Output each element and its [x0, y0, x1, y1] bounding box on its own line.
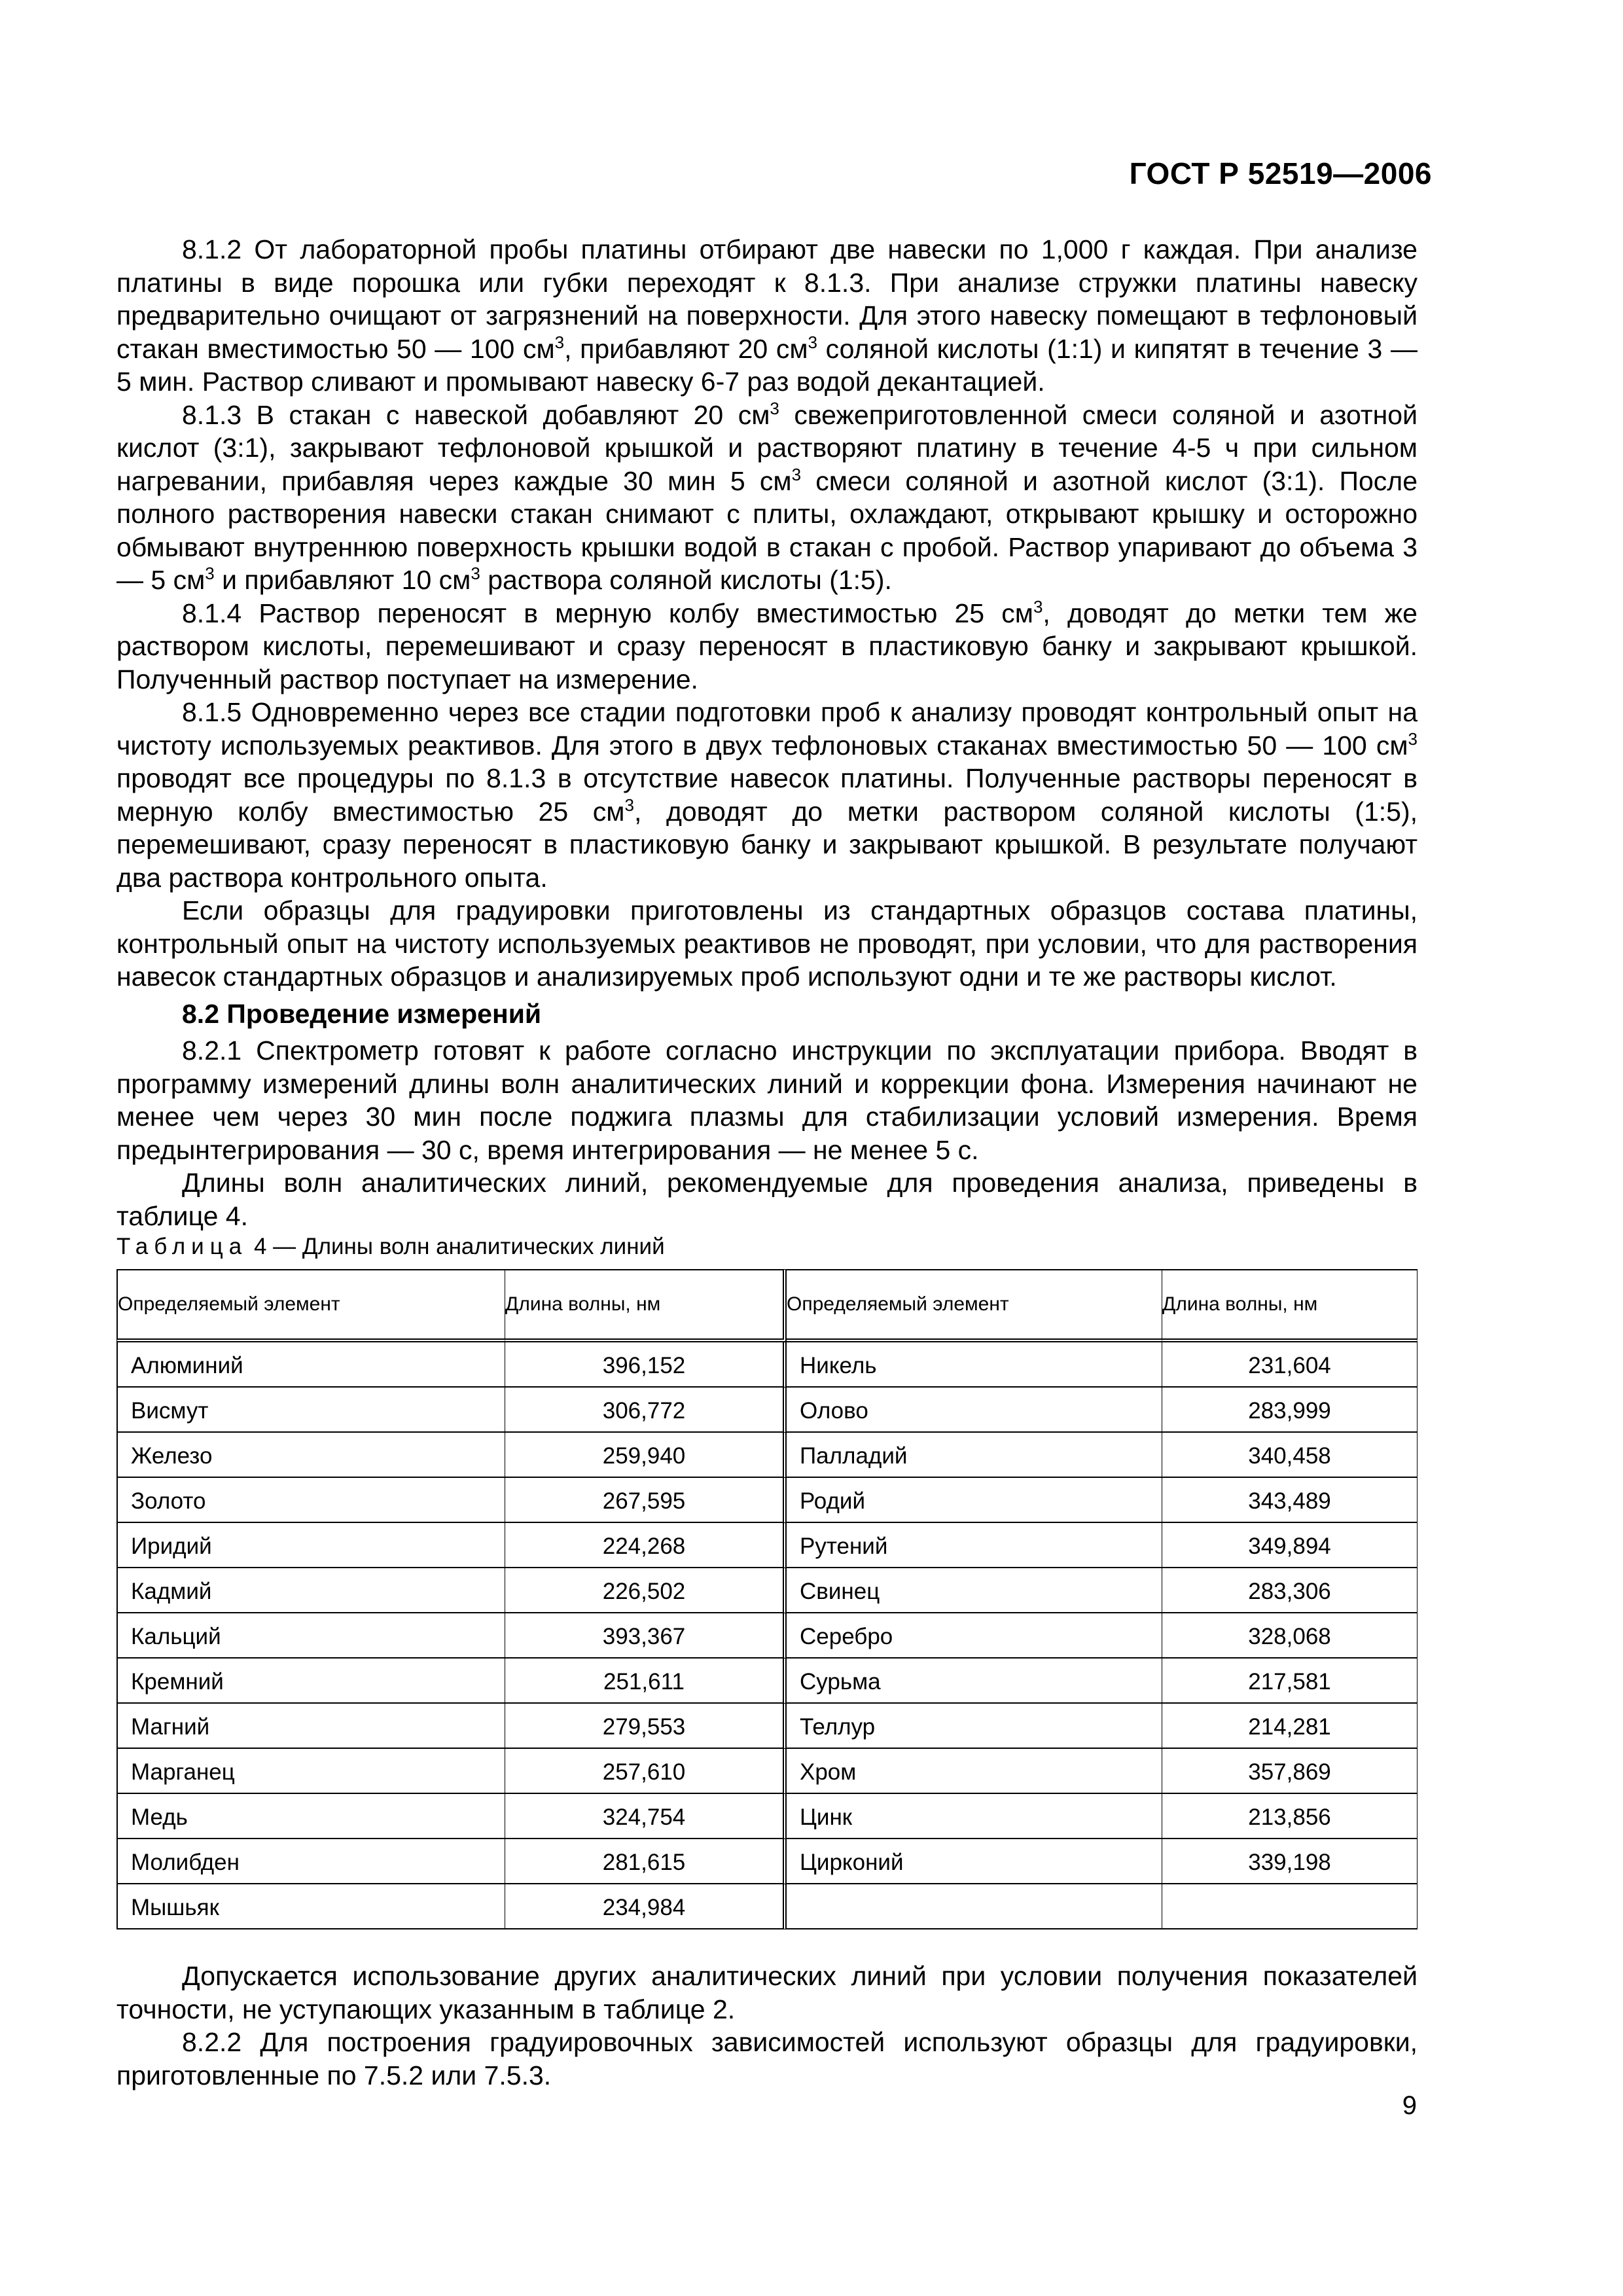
table-row [116, 1749, 1418, 1794]
element-name-cell: Кремний [116, 1659, 505, 1704]
document-standard-id: ГОСТ Р 52519—2006 [1129, 156, 1432, 190]
wavelength-cell: 343,489 [1162, 1478, 1418, 1523]
table-row [116, 1613, 1418, 1659]
column-header-wavelength: Длина волны, нм [505, 1269, 787, 1342]
table-row [116, 1704, 1418, 1749]
wavelength-cell: 217,581 [1162, 1659, 1418, 1704]
paragraph-8-1-5: 8.1.5 Одновременно через все стадии подготовки проб к анализу проводят контрольный опыт на чистоту используемых реактивов. Для этого в двух тефлоновых стаканах вместимостью 50 — 100 $см^3$ проводят все процедуры по 8.1.3 в отсутствие навесок платины. Полученные растворы переносят в мерную колбу вместимостью 25 $см^3$, доводят до метки раствором соляной кислоты (1:5), перемешивают, сразу переносят в пластиковую банку и закрывают крышкой. В результате получают два раствора контрольного опыта. [116, 697, 1418, 893]
paragraph-calibration-note: Если образцы для градуировки приготовлены из стандартных образцов состава платины, контрольный опыт на чистоту используемых реактивов не проводят, при условии, что для растворения навесок стандартных образцов и анализируемых проб используют одни и те же растворы кислот. [116, 895, 1418, 992]
table-caption: Таблица 4 — Длины волн аналитических линий [116, 1234, 665, 1259]
element-name-cell: Алюминий [116, 1342, 505, 1388]
table-row [116, 1433, 1418, 1478]
section-heading-8-2: 8.2 Проведение измерений [182, 998, 542, 1029]
wavelength-cell: 328,068 [1162, 1613, 1418, 1659]
element-name-cell: Серебро [787, 1613, 1162, 1659]
wavelength-cell: 283,999 [1162, 1388, 1418, 1433]
element-name-cell: Кальций [116, 1613, 505, 1659]
page-number: 9 [1402, 2091, 1417, 2120]
element-name-cell: Рутений [787, 1523, 1162, 1568]
paragraph-8-1-3: 8.1.3 В стакан с навеской добавляют 20 $см^3$ свежеприготовленной смеси соляной и азотной кислот (3:1), закрывают тефлоновой крышкой и растворяют платину в течение 4-5 ч при сильном нагревании, прибавляя через каждые 30 мин 5 $см^3$ смеси соляной и азотной кислот (3:1). После полного растворения навески стакан снимают с плиты, охлаждают, открывают крышку и осторожно обмывают внутреннюю поверхность крышки водой в стакан с пробой. Раствор упаривают до объема 3 — 5 $см^3$ и прибавляют 10 $см^3$ раствора соляной кислоты (1:5). [116, 398, 1418, 595]
paragraph-wavelengths-ref: Длины волн аналитических линий, рекомендуемые для проведения анализа, приведены в таблице 4. [116, 1168, 1418, 1231]
element-name-cell: Хром [787, 1749, 1162, 1794]
wavelength-cell: 259,940 [505, 1433, 787, 1478]
table-row [116, 1478, 1418, 1523]
column-header-wavelength: Длина волны, нм [1162, 1269, 1418, 1342]
wavelength-cell: 257,610 [505, 1749, 787, 1794]
element-name-cell: Свинец [787, 1568, 1162, 1613]
paragraph-8-1-4: 8.1.4 Раствор переносят в мерную колбу вместимостью 25 $см^3$, доводят до метки тем же раствором кислоты, перемешивают и сразу переносят в пластиковую банку и закрывают крышкой. Полученный раствор поступает на измерение. [116, 596, 1418, 694]
wavelength-cell: 213,856 [1162, 1794, 1418, 1839]
wavelength-cell: 393,367 [505, 1613, 787, 1659]
table-row [116, 1568, 1418, 1613]
element-name-cell: Иридий [116, 1523, 505, 1568]
wavelength-cell: 281,615 [505, 1839, 787, 1884]
element-name-cell: Кадмий [116, 1568, 505, 1613]
wavelength-cell: 396,152 [505, 1342, 787, 1388]
wavelength-cell: 251,611 [505, 1659, 787, 1704]
paragraph-8-1-2: 8.1.2 От лабораторной пробы платины отбирают две навески по 1,000 г каждая. При анализе платины в виде порошка или губки переходят к 8.1.3. При анализе стружки платины навеску предварительно очищают от загрязнений на поверхности. Для этого навеску помещают в тефлоновый стакан вместимостью 50 — 100 $см^3$, прибавляют 20 $см^3$ соляной кислоты (1:1) и кипятят в течение 3 — 5 мин. Раствор сливают и промывают навеску 6-7 раз водой декантацией. [116, 234, 1418, 397]
wavelength-cell: 234,984 [505, 1884, 787, 1929]
table-row [116, 1839, 1418, 1884]
wavelength-cell: 357,869 [1162, 1749, 1418, 1794]
element-name-cell: Висмут [116, 1388, 505, 1433]
element-name-cell: Олово [787, 1388, 1162, 1433]
wavelength-cell: 306,772 [505, 1388, 787, 1433]
wavelength-cell: 267,595 [505, 1478, 787, 1523]
wavelength-cell: 214,281 [1162, 1704, 1418, 1749]
wavelength-cell: 324,754 [505, 1794, 787, 1839]
wavelength-cell [1162, 1884, 1418, 1929]
body-text [116, 233, 1418, 2092]
element-name-cell: Магний [116, 1704, 505, 1749]
table-row [116, 1388, 1418, 1433]
wavelength-cell: 283,306 [1162, 1568, 1418, 1613]
element-name-cell: Золото [116, 1478, 505, 1523]
table-row [116, 1659, 1418, 1704]
element-name-cell: Цинк [787, 1794, 1162, 1839]
element-name-cell: Цирконий [787, 1839, 1162, 1884]
paragraph-8-2-2: 8.2.2 Для построения градуировочных зависимостей используют образцы для градуировки, приготовленные по 7.5.2 или 7.5.3. [116, 2027, 1418, 2090]
element-name-cell: Железо [116, 1433, 505, 1478]
table-header-row [116, 1269, 1418, 1342]
element-name-cell: Родий [787, 1478, 1162, 1523]
wavelength-cell: 339,198 [1162, 1839, 1418, 1884]
wavelength-cell: 231,604 [1162, 1342, 1418, 1388]
column-header-element: Определяемый элемент [116, 1269, 505, 1342]
wavelength-cell: 349,894 [1162, 1523, 1418, 1568]
element-name-cell: Теллур [787, 1704, 1162, 1749]
wavelength-cell: 279,553 [505, 1704, 787, 1749]
element-name-cell [787, 1884, 1162, 1929]
wavelengths-table [116, 1269, 1418, 1929]
wavelength-cell: 340,458 [1162, 1433, 1418, 1478]
element-name-cell: Сурьма [787, 1659, 1162, 1704]
table-row [116, 1794, 1418, 1839]
element-name-cell: Палладий [787, 1433, 1162, 1478]
element-name-cell: Мышьяк [116, 1884, 505, 1929]
table-row [116, 1523, 1418, 1568]
element-name-cell: Молибден [116, 1839, 505, 1884]
wavelength-cell: 226,502 [505, 1568, 787, 1613]
paragraph-other-lines-allowed: Допускается использование других аналитических линий при условии получения показателей точности, не уступающих указанным в таблице 2. [116, 1961, 1418, 2024]
element-name-cell: Медь [116, 1794, 505, 1839]
element-name-cell: Марганец [116, 1749, 505, 1794]
table-row [116, 1342, 1418, 1388]
element-name-cell: Никель [787, 1342, 1162, 1388]
paragraph-8-2-1: 8.2.1 Спектрометр готовят к работе согласно инструкции по эксплуатации прибора. Вводят в программу измерений длины волн аналитических линий и коррекции фона. Измерения начинают не менее чем через 30 мин после поджига плазмы для стабилизации условий измерения. Время предынтегрирования — 30 с, время интегрирования — не менее 5 с. [116, 1035, 1418, 1165]
wavelength-cell: 224,268 [505, 1523, 787, 1568]
table-row [116, 1884, 1418, 1929]
column-header-element: Определяемый элемент [787, 1269, 1162, 1342]
